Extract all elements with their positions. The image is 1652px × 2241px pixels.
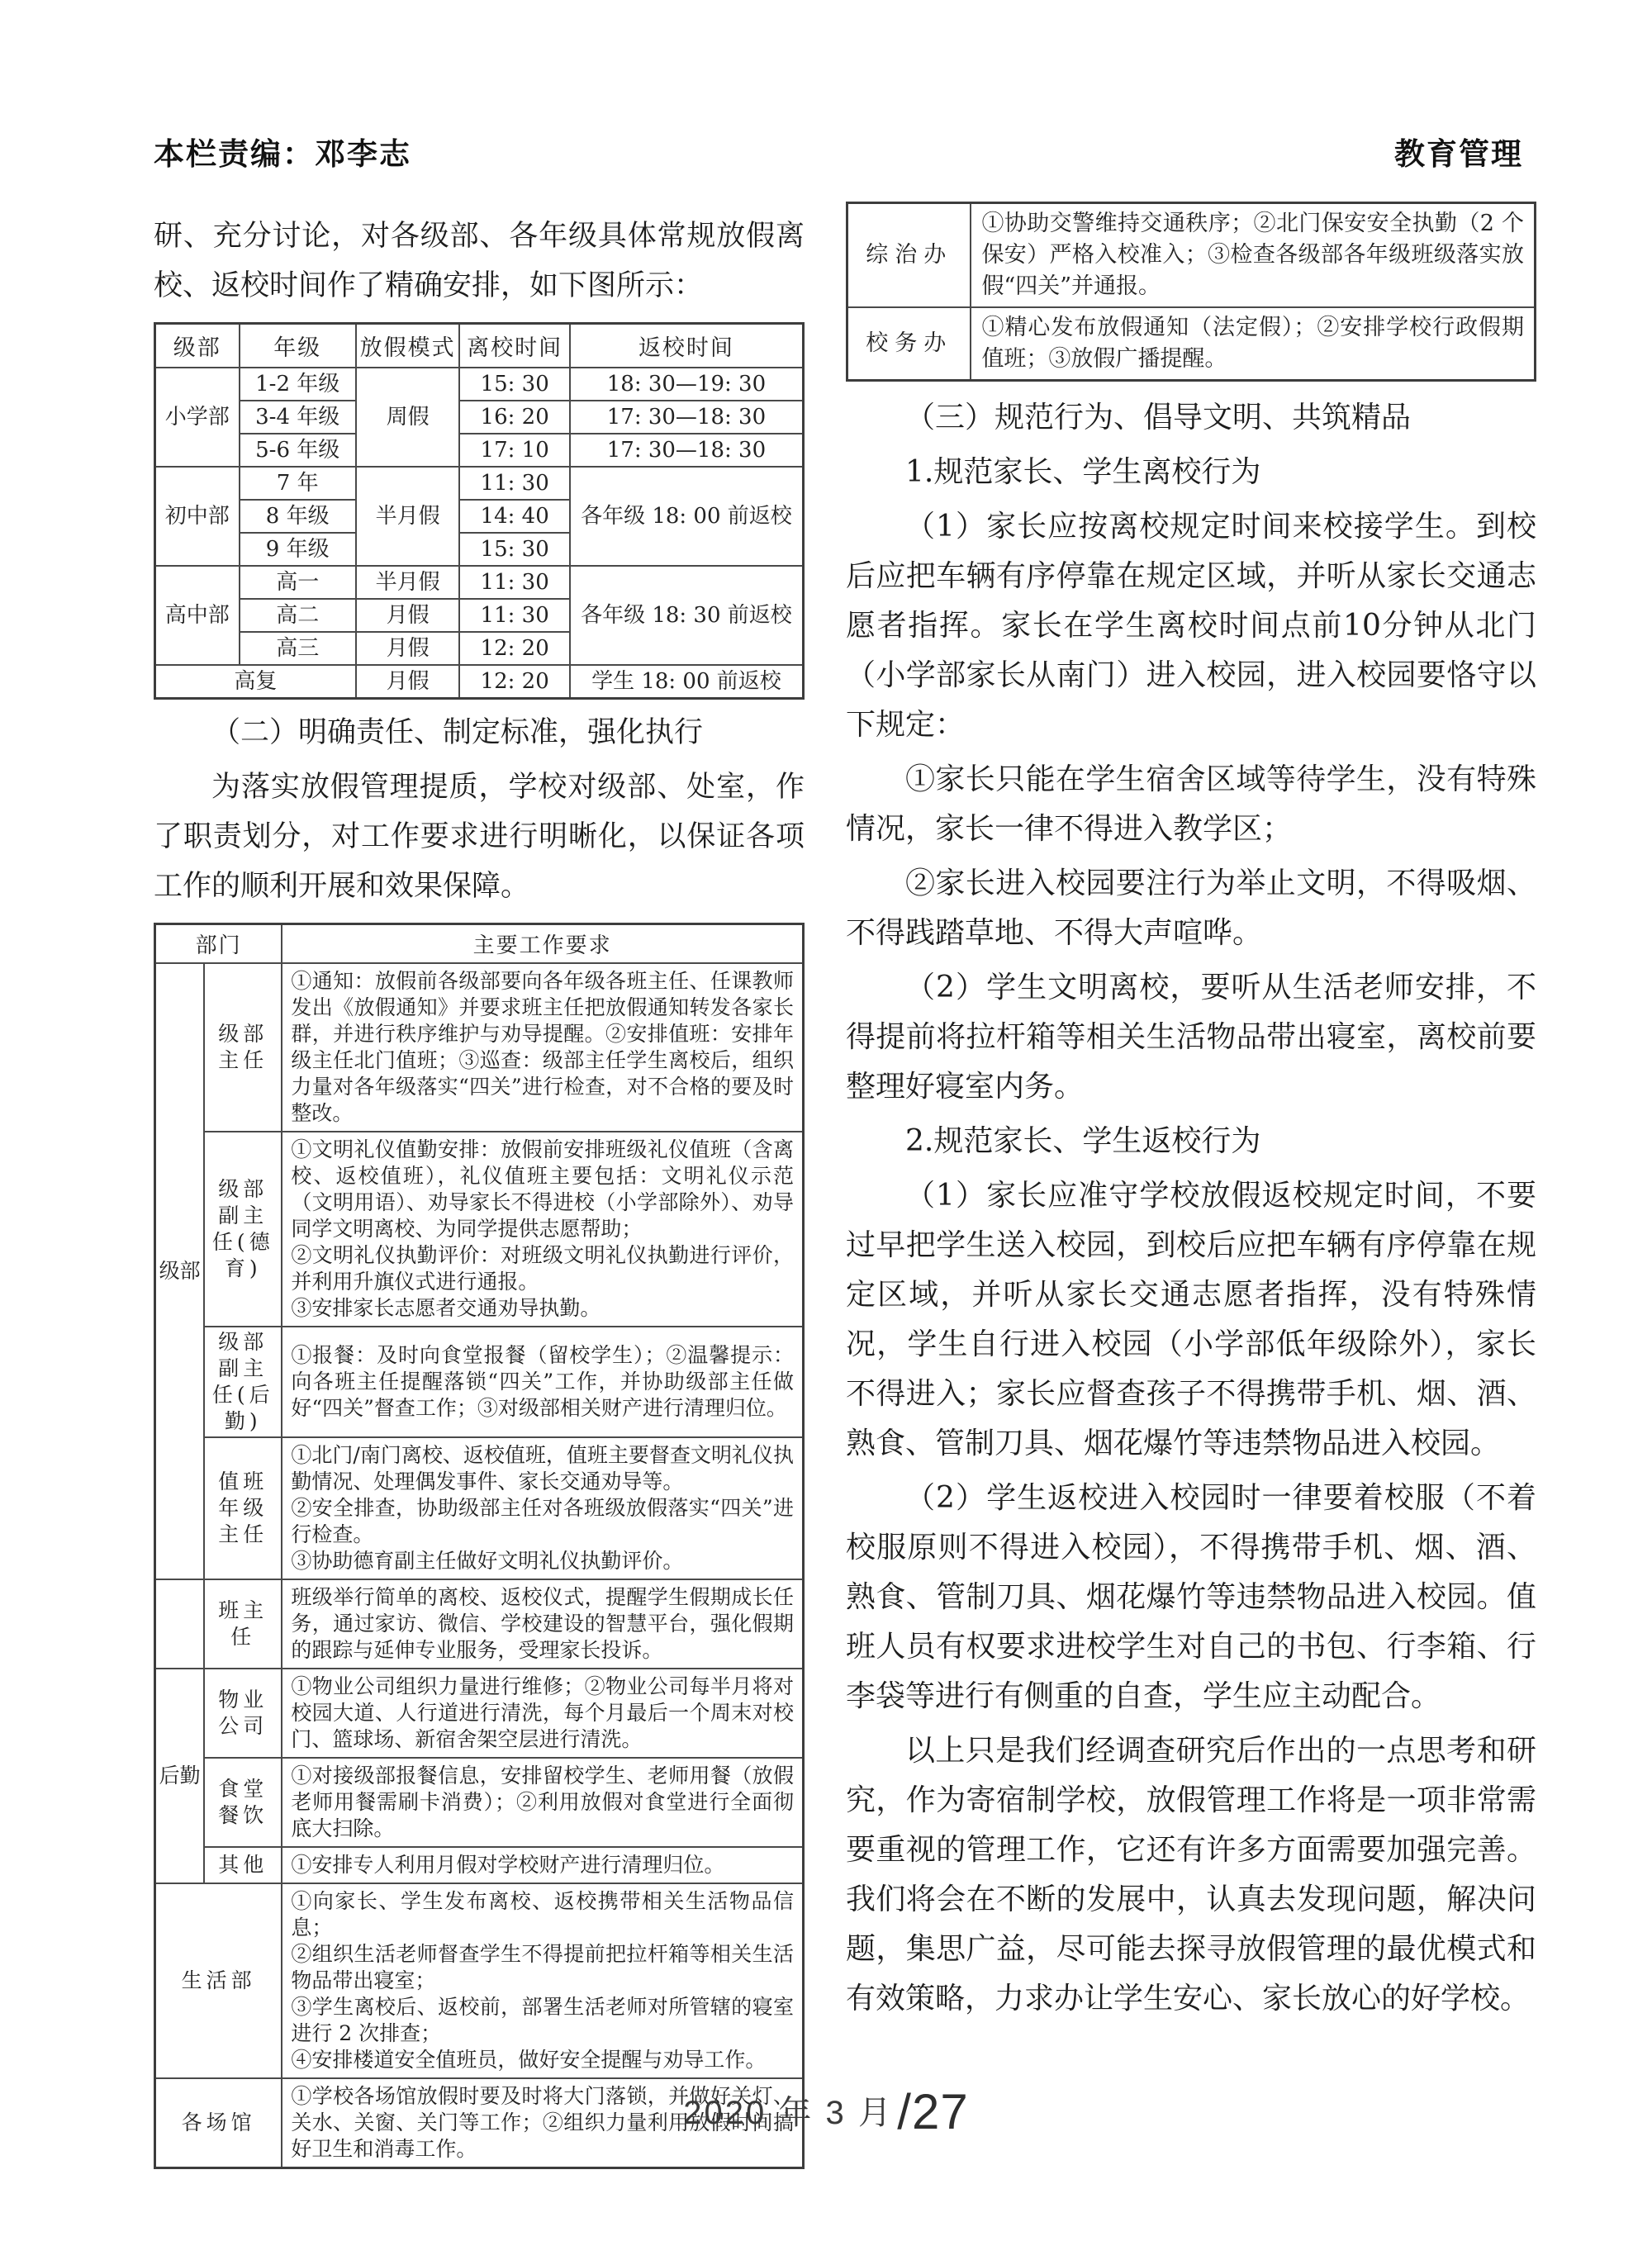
table-row — [155, 368, 804, 401]
table-row — [155, 1579, 804, 1669]
return-cell: 各年级 18: 00 前返校 — [570, 467, 804, 566]
duty-table — [154, 923, 805, 2169]
table-header-row — [155, 324, 804, 368]
requirements-cell — [282, 1579, 803, 1669]
requirements-cell — [282, 1327, 803, 1437]
requirement-item: ①物业公司组织力量进行维修；②物业公司每半月将对校园大道、人行道进行清洗，每个月最后一个周末对校门、篮球场、新宿舍架空层进行清洗。 — [291, 1674, 794, 1751]
role-cell: 食堂餐饮 — [204, 1758, 282, 1847]
dept-cell-changguan: 各场馆 — [155, 2078, 282, 2168]
mode-cell: 月假 — [356, 632, 460, 665]
grade-cell: 高三 — [240, 632, 356, 665]
left-column — [154, 211, 805, 2177]
table-row — [155, 963, 804, 1132]
dept-cell: 高复 — [155, 665, 356, 699]
grade-cell: 1-2 年级 — [240, 368, 356, 401]
col-header-department: 部门 — [155, 924, 282, 964]
table-row — [155, 1327, 804, 1437]
return-cell: 18: 30—19: 30 — [570, 368, 804, 401]
grade-cell: 9 年级 — [240, 533, 356, 566]
grade-cell: 7 年 — [240, 467, 356, 500]
mode-cell: 月假 — [356, 599, 460, 632]
requirement-item: ③协助德育副主任做好文明礼仪执勤评价。 — [291, 1549, 684, 1573]
table-row — [155, 1437, 804, 1579]
leave-cell: 15: 30 — [459, 533, 569, 566]
table-row — [155, 1758, 804, 1847]
role-cell: 级部主任 — [204, 963, 282, 1132]
role-cell: 班主任 — [204, 1579, 282, 1669]
return-cell: 17: 30—18: 30 — [570, 401, 804, 434]
grade-cell: 3-4 年级 — [240, 401, 356, 434]
section-2-paragraph: 为落实放假管理提质，学校对级部、处室，作了职责划分，对工作要求进行明晰化，以保证各项工作的顺利开展和效果保障。 — [154, 771, 805, 903]
office-duty-table — [846, 202, 1536, 382]
footer-page-number: /27 — [897, 2084, 969, 2139]
office-name-cell: 综治办 — [847, 203, 971, 308]
requirement-item: ①报餐：及时向食堂报餐（留校学生）；②温馨提示：向各班主任提醒落锁“四关”工作，并协助级部主任做好“四关”督查工作；③对级部相关财产进行清理归位。 — [291, 1343, 794, 1420]
leave-cell: 12: 20 — [459, 632, 569, 665]
col-header-dept: 级部 — [155, 324, 240, 368]
grade-cell: 5-6 年级 — [240, 434, 356, 467]
section-title: 教育管理 — [1394, 137, 1523, 171]
subsection-heading-2: 2.规范家长、学生返校行为 — [905, 1124, 1261, 1158]
subsection-heading-1: 1.规范家长、学生离校行为 — [905, 455, 1261, 489]
requirement-item: ①通知：放假前各级部要向各年级各班主任、任课教师发出《放假通知》并要求班主任把放假通知转发各家长群，并进行秩序维护与劝导提醒。②安排值班：安排年级主任北门值班；③巡查：级部主任学生离校后，组织力量对各年级落实“四关”进行检查，对不合格的要及时整改。 — [291, 969, 794, 1125]
table-header-row — [155, 924, 804, 964]
requirement-item: ①对接级部报餐信息，安排留校学生、老师用餐（放假老师用餐需刷卡消费）；②利用放假对食堂进行全面彻底大扫除。 — [291, 1764, 794, 1840]
requirement-item: ②文明礼仪执勤评价：对班级文明礼仪执勤进行评价，并利用升旗仪式进行通报。 — [291, 1243, 794, 1294]
requirement-item: ②安全排查，协助级部主任对各班级放假落实“四关”进行检查。 — [291, 1496, 794, 1546]
right-column — [846, 202, 1536, 2029]
group-cell-empty — [155, 1579, 205, 1669]
body-paragraph: ①家长只能在学生宿舍区域等待学生，没有特殊情况，家长一律不得进入教学区； — [846, 762, 1536, 846]
footer-date: 2020 年 3 月 — [683, 2095, 894, 2131]
requirements-cell — [282, 1758, 803, 1847]
requirements-cell — [282, 1669, 803, 1758]
col-header-grade: 年级 — [240, 324, 356, 368]
body-paragraph: （1）家长应准守学校放假返校规定时间，不要过早把学生送入校园，到校后应把车辆有序停靠在规定区域，并听从家长交通志愿者指挥，没有特殊情况，学生自行进入校园（小学部低年级除外），家长不得进入；家长应督查孩子不得携带手机、烟、酒、熟食、管制刀具、烟花爆竹等违禁物品进入校园。 — [846, 1179, 1536, 1460]
office-name-cell: 校务办 — [847, 307, 971, 381]
requirement-item: 班级举行简单的离校、返校仪式，提醒学生假期成长任务，通过家访、微信、学校建设的智慧平台，强化假期的跟踪与延伸专业服务，受理家长投诉。 — [291, 1585, 794, 1662]
table-row — [155, 401, 804, 434]
role-cell: 其他 — [204, 1847, 282, 1883]
table-row — [155, 665, 804, 699]
table-row — [155, 1132, 804, 1327]
requirements-cell — [282, 963, 803, 1132]
requirements-cell — [282, 1847, 803, 1883]
requirement-item: ③学生离校后、返校前，部署生活老师对所管辖的寝室进行 2 次排查； — [291, 1995, 794, 2045]
requirement-item: ②组织生活老师督查学生不得提前把拉杆箱等相关生活物品带出寝室； — [291, 1942, 794, 1992]
table-row — [155, 1847, 804, 1883]
leave-cell: 17: 10 — [459, 434, 569, 467]
grade-cell: 高二 — [240, 599, 356, 632]
col-header-mode: 放假模式 — [356, 324, 460, 368]
return-cell: 17: 30—18: 30 — [570, 434, 804, 467]
requirement-item: ①学校各场馆放假时要及时将大门落锁，并做好关灯、关水、关窗、关门等工作；②组织力量利用放假时间搞好卫生和消毒工作。 — [291, 2084, 794, 2161]
requirements-cell — [282, 1883, 803, 2078]
leave-cell: 15: 30 — [459, 368, 569, 401]
section-heading-2: （二）明确责任、制定标准，强化执行 — [211, 716, 704, 749]
requirements-cell: ①精心发布放假通知（法定假）；②安排学校行政假期值班；③放假广播提醒。 — [971, 307, 1535, 381]
dept-cell: 高中部 — [155, 566, 240, 665]
page-footer — [0, 2083, 1652, 2140]
section-heading-3: （三）规范行为、倡导文明、共筑精品 — [905, 401, 1412, 434]
body-paragraph: ②家长进入校园要注行为举止文明，不得吸烟、不得践踏草地、不得大声喧哗。 — [846, 866, 1536, 950]
table-row — [155, 467, 804, 500]
body-paragraph: （1）家长应按离校规定时间来校接学生。到校后应把车辆有序停靠在规定区域，并听从家长交通志愿者指挥。家长在学生离校时间点前10分钟从北门（小学部家长从南门）进入校园，进入校园要恪守以下规定： — [846, 510, 1536, 742]
leave-cell: 16: 20 — [459, 401, 569, 434]
grade-cell: 高一 — [240, 566, 356, 599]
mode-cell: 月假 — [356, 665, 460, 699]
table-row — [155, 566, 804, 599]
intro-paragraph: 研、充分讨论，对各级部、各年级具体常规放假离校、返校时间作了精确安排，如下图所示： — [154, 220, 805, 302]
column-editor-label: 本栏责编：邓李志 — [154, 137, 411, 171]
role-cell: 级部副主任(后勤) — [204, 1327, 282, 1437]
closing-paragraph: 以上只是我们经调查研究后作出的一点思考和研究，作为寄宿制学校，放假管理工作将是一项非常需要重视的管理工作，它还有许多方面需要加强完善。我们将会在不断的发展中，认真去发现问题，解决问题，集思广益，尽可能去探寻放假管理的最优模式和有效策略，力求办让学生安心、家长放心的好学校。 — [846, 1734, 1536, 2015]
dept-cell: 初中部 — [155, 467, 240, 566]
mode-cell: 半月假 — [356, 566, 460, 599]
dept-cell-shenghuobu: 生活部 — [155, 1883, 282, 2078]
return-cell: 学生 18: 00 前返校 — [570, 665, 804, 699]
col-header-return: 返校时间 — [570, 324, 804, 368]
requirements-cell: ①协助交警维持交通秩序；②北门保安安全执勤（2 个保安）严格入校准入；③检查各级部各年级班级落实放假“四关”并通报。 — [971, 203, 1535, 308]
mode-cell: 周假 — [356, 368, 460, 467]
table-row — [155, 1669, 804, 1758]
table-row — [155, 1883, 804, 2078]
requirement-item: ①向家长、学生发布离校、返校携带相关生活物品信息； — [291, 1889, 794, 1940]
requirement-item: ①北门/南门离校、返校值班，值班主要督查文明礼仪执勤情况、处理偶发事件、家长交通劝导等。 — [291, 1443, 794, 1493]
role-cell: 级部副主任(德育) — [204, 1132, 282, 1327]
return-cell: 各年级 18: 30 前返校 — [570, 566, 804, 665]
body-paragraph: （2）学生文明离校，要听从生活老师安排，不得提前将拉杆箱等相关生活物品带出寝室，离校前要整理好寝室内务。 — [846, 971, 1536, 1104]
requirement-item: ①文明礼仪值勤安排：放假前安排班级礼仪值班（含离校、返校值班），礼仪值班主要包括：文明礼仪示范（文明用语）、劝导家长不得进校（小学部除外）、劝导同学文明离校、为同学提供志愿帮助； — [291, 1137, 794, 1241]
body-paragraph: （2）学生返校进入校园时一律要着校服（不着校服原则不得进入校园），不得携带手机、烟、酒、熟食、管制刀具、烟花爆竹等违禁物品进入校园。值班人员有权要求进校学生对自己的书包、行李箱、行李袋等进行有侧重的自查，学生应主动配合。 — [846, 1481, 1536, 1713]
col-header-requirements: 主要工作要求 — [282, 924, 803, 964]
requirement-item: ③安排家长志愿者交通劝导执勤。 — [291, 1296, 601, 1320]
table-row — [155, 434, 804, 467]
dept-cell: 小学部 — [155, 368, 240, 467]
col-header-leave: 离校时间 — [459, 324, 569, 368]
requirement-item: ①安排专人利用月假对学校财产进行清理归位。 — [291, 1853, 725, 1877]
table-row — [847, 203, 1536, 308]
table-row — [847, 307, 1536, 381]
grade-cell: 8 年级 — [240, 500, 356, 533]
leave-cell: 14: 40 — [459, 500, 569, 533]
role-cell: 值班年级主任 — [204, 1437, 282, 1579]
group-cell-houqin: 后勤 — [155, 1669, 205, 1883]
leave-cell: 11: 30 — [459, 599, 569, 632]
group-cell-jibu: 级部 — [155, 963, 205, 1579]
role-cell: 物业公司 — [204, 1669, 282, 1758]
requirements-cell — [282, 1437, 803, 1579]
leave-cell: 11: 30 — [459, 467, 569, 500]
leave-cell: 11: 30 — [459, 566, 569, 599]
holiday-schedule-table — [154, 322, 805, 700]
requirement-item: ④安排楼道安全值班员，做好安全提醒与劝导工作。 — [291, 2048, 767, 2072]
requirements-cell — [282, 1132, 803, 1327]
leave-cell: 12: 20 — [459, 665, 569, 699]
mode-cell: 半月假 — [356, 467, 460, 566]
